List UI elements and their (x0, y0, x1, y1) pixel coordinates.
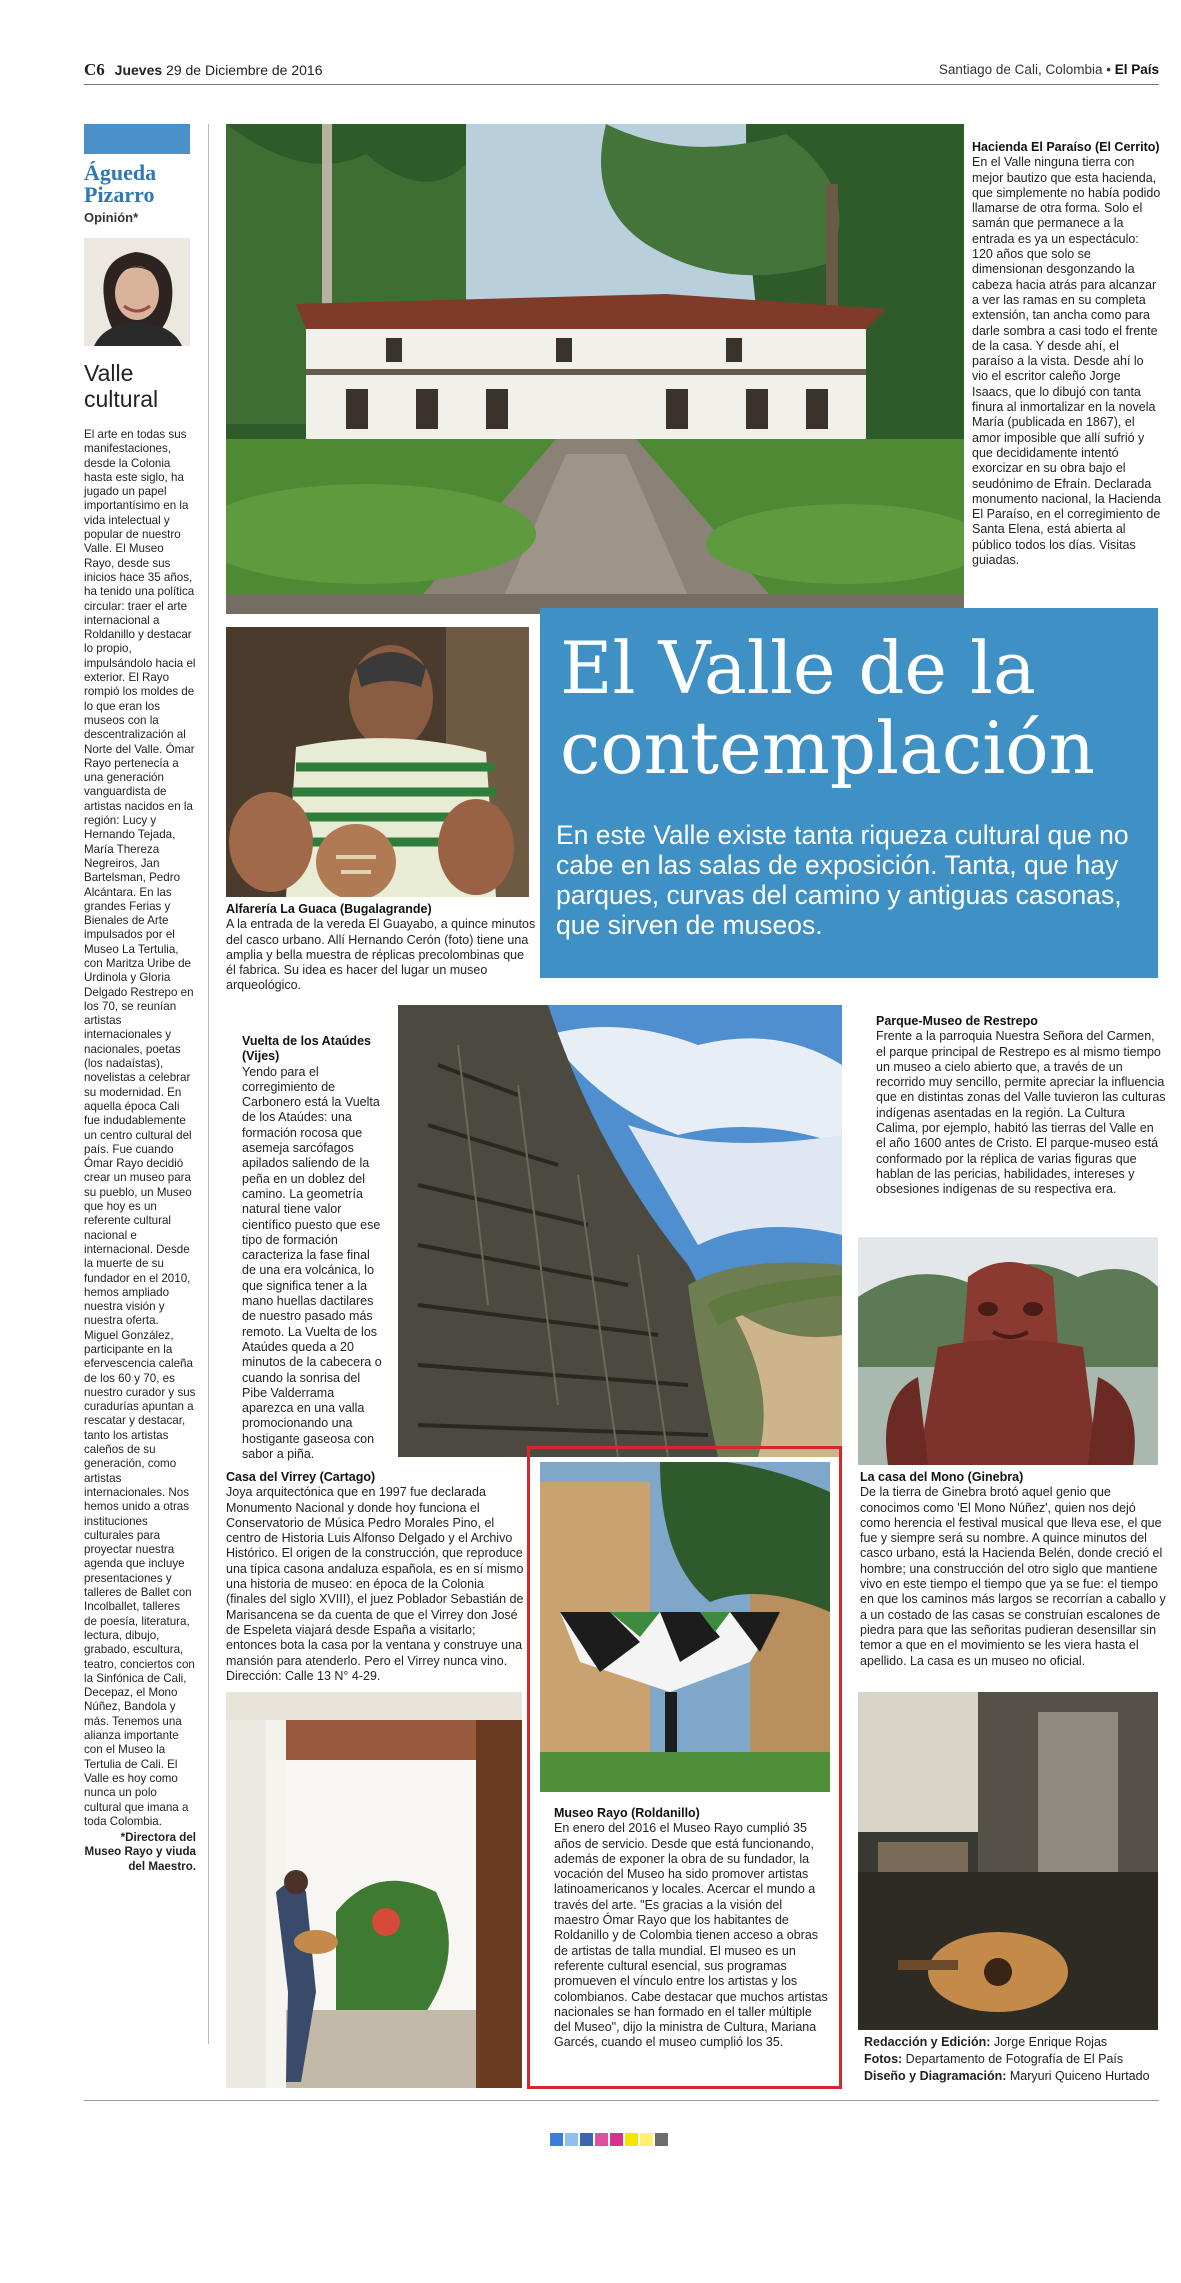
credit-diseno-value: Maryuri Quiceno Hurtado (1009, 2069, 1150, 2083)
header-date: 29 de Diciembre de 2016 (166, 62, 323, 78)
ataudes-body: Yendo para el corregimiento de Carbonero está la Vuelta de los Ataúdes: una formación rocosa que asemeja sarcófagos apilados saliendo de la peña en un doblez del camino. La geometría natural tiene valor científico puesto que ese tipo de formación caracteriza la fase final de una era volcánica, lo que significa tener a la mano huellas dactilares de nuestro pasado más remoto. La Vuelta de los Ataúdes queda a 20 minutos de la cabecera o cuando la sonrisa del Pibe Valderrama aparezca en una valla promocionando una hostigante gaseosa con sabor a piña. (242, 1064, 382, 1462)
column-title: Valle cultural (84, 360, 159, 412)
author-color-box (84, 124, 190, 154)
hacienda-body: En el Valle ninguna tierra con mejor bautizo que esta hacienda, que simplemente no había podido llamarse de otra forma. Solo el samán que permanece a la entrada es ya un espectáculo: 120 años que solo se dimensionan desgonzando la cabeza hacia atrás para alcanzar a ver las ramas en su completa extensión, tan ancha como para darle sombra a casi todo el frente de la casa. Y desde ahí, el paraíso a la vista. Desde ahí lo vio el escritor caleño Jorge Isaacs, que lo dibujó con tanta finura al inmortalizar en la novela María (publicada en 1867), el amor imposible que allí sufrió y que decididamente intentó exorcizar en su obra bajo el seudónimo de Efraín. Declarada monumento nacional, la Hacienda El Paraíso, en el corregimiento de Santa Elena, está abierta al público todos los días. Visitas guiadas. (972, 155, 1162, 568)
guaca-body: A la entrada de la vereda El Guayabo, a quince minutos del casco urbano. Allí Hernando Cerón (foto) tiene una amplia y bella muestra de réplicas precolombinas que él fabrica. Su idea es hacer del lugar un museo arqueológico. (226, 917, 536, 993)
guaca-caption (226, 902, 536, 994)
column-footnote: *Directora del Museo Rayo y viuda del Maestro. (84, 1831, 196, 1873)
ataudes-title: Vuelta de los Ataúdes (Vijes) (242, 1034, 371, 1064)
guaca-photo (226, 627, 529, 897)
color-swatch (655, 2133, 668, 2146)
header-location: Santiago de Cali, Colombia • (938, 62, 1111, 77)
ataudes-caption (242, 1034, 382, 1462)
credit-diseno (864, 2068, 1174, 2085)
mono-caption (860, 1470, 1166, 1669)
newspaper-name: El País (1114, 62, 1159, 77)
restrepo-caption (876, 1014, 1166, 1198)
ataudes-photo (398, 1005, 842, 1457)
page-header-left (84, 60, 322, 80)
rayo-title: Museo Rayo (Roldanillo) (554, 1806, 700, 1820)
virrey-body: Joya arquitectónica que en 1997 fue declarada Monumento Nacional y donde hoy funciona el Conservatorio de Música Pedro Morales Pino, el centro de Historia Luis Alfonso Delgado y el Archivo Histórico. El origen de la construcción, que reproduce una típica casona andaluza española, es en sí mismo una historia de museo: en época de la Colonia (finales del siglo XVIII), el juez Poblador Sebastián de Marisancena se da cuenta de que el Virrey don José de Espeleta viajará desde España a visitarlo; entonces bota la casa por la ventana y construye una mansión para atenderlo. Pero el Virrey nunca vino. Dirección: Calle 13 N° 4-29. (226, 1485, 524, 1683)
credit-edicion (864, 2034, 1174, 2051)
color-swatch (625, 2133, 638, 2146)
header-day: Jueves (114, 62, 163, 78)
columnist-portrait (84, 238, 190, 346)
page-number: C6 (84, 60, 105, 79)
credit-diseno-label: Diseño y Diagramación: (864, 2069, 1007, 2083)
restrepo-body: Frente a la parroquia Nuestra Señora del Carmen, el parque principal de Restrepo es al mismo tiempo un museo a cielo abierto que, a través de un recorrido muy sencillo, permite apreciar la influencia que en distintas zonas del Valle tuvieron las culturas indígenas asentadas en la región. La Cultura Calima, por ejemplo, habitó las tierras del Valle en el año 1600 antes de Cristo. El parque-museo está conformado por la réplica de varias figuras que hablan de las pericias, habilidades, intereses y obsesiones indígenas de su respectiva era. (876, 1029, 1166, 1197)
hacienda-caption (972, 140, 1162, 568)
credits (864, 2034, 1174, 2085)
virrey-caption (226, 1470, 526, 1684)
main-headline: El Valle de la contemplación (560, 626, 1095, 790)
footer-rule (84, 2100, 1159, 2101)
page-header-right (939, 62, 1159, 77)
credit-edicion-value: Jorge Enrique Rojas (993, 2035, 1108, 2049)
mono-title: La casa del Mono (Ginebra) (860, 1470, 1024, 1484)
rayo-photo (540, 1462, 830, 1792)
restrepo-photo (858, 1237, 1158, 1465)
credit-fotos (864, 2051, 1174, 2068)
hacienda-title: Hacienda El Paraíso (El Cerrito) (972, 140, 1160, 154)
credit-fotos-label: Fotos: (864, 2052, 903, 2066)
columnist-role: Opinión* (84, 210, 139, 225)
rayo-body: En enero del 2016 el Museo Rayo cumplió 35 años de servicio. Desde que está funcionando, además de exponer la obra de su fundador, la vocación del Museo ha sido promover artistas latinoamericanos y locales. Acercar el mundo a través del arte. "Es gracias a la visión del maestro Ómar Rayo que los habitantes de Roldanillo y de Colombia tienen acceso a obras de artistas de talla mundial. El museo es un referente cultural esencial, sus programas promueven el vínculo entre los artistas y los colombianos. Cabe destacar que muchos artistas nacionales se han formado en el taller múltiple del Museo", dijo la ministra de Cultura, Mariana Garcés, cuando el museo cumplió los 35. (554, 1821, 828, 2050)
mono-body: De la tierra de Ginebra brotó aquel genio que conocimos como 'El Mono Núñez', quien nos dejó como herencia el festival musical que lleva ese, el que fue y siempre será su nombre. A quince minutos del casco urbano, está la Hacienda Belén, donde creció el hombre; una construcción del otro siglo que mantiene vivo en este tiempo el tiempo que ya se fue: el tiempo en que los caminos más largos se recorrían a caballo y a un costado de las casas se construían escalones de piedra para que las señoritas pudieran desensillar sin temor a que en el movimiento se les viera hasta el apellido. La casa es un museo no oficial. (860, 1485, 1166, 1668)
color-swatch (640, 2133, 653, 2146)
column-divider (208, 124, 209, 2044)
column-body (84, 428, 196, 1874)
columnist-name: Águeda Pizarro (84, 160, 157, 207)
color-swatch (550, 2133, 563, 2146)
credit-edicion-label: Redacción y Edición: (864, 2035, 991, 2049)
guaca-title: Alfarería La Guaca (Bugalagrande) (226, 902, 432, 916)
color-swatch (565, 2133, 578, 2146)
virrey-photo (226, 1692, 522, 2088)
restrepo-title: Parque-Museo de Restrepo (876, 1014, 1038, 1028)
color-swatch (595, 2133, 608, 2146)
virrey-title: Casa del Virrey (Cartago) (226, 1470, 376, 1484)
credit-fotos-value: Departamento de Fotografía de El País (905, 2052, 1124, 2066)
hacienda-photo (226, 124, 964, 614)
rayo-caption (554, 1806, 830, 2051)
column-body-text: El arte en todas sus manifestaciones, desde la Colonia hasta este siglo, ha jugado un papel importantísimo en la vida intelectual y popular de nuestro Valle. El Museo Rayo, desde sus inicios hace 35 años, ha tenido una política circular: traer el arte internacional a Roldanillo y destacar lo propio, impulsándolo hacia el exterior. El Rayo rompió los moldes de lo que eran los museos con la descentralización al Norte del Valle. Ómar Rayo pertenecía a una generación vanguardista de artistas nacidos en la región: Lucy y Hernando Tejada, María Thereza Negreiros, Jan Bartelsman, Pedro Alcántara. En las grandes Ferias y Bienales de Arte impulsados por el Museo La Tertulia, con Maritza Uribe de Urdinola y Gloria Delgado Restrepo en los 70, se reunían artistas internacionales y nacionales, poetas (los nadaístas), novelistas a celebrar su modernidad. En aquella época Cali fue indudablemente un centro cultural del país. Fue cuando Ómar Rayo decidió crear un museo para su pueblo, un Museo que hoy es un referente cultural nacional e internacional. Desde la muerte de su fundador en el 2010, hemos ampliado nuestra visión y nuestra oferta. Miguel González, participante en la efervescencia caleña de los 60 y 70, es nuestro curador y sus curadurías apuntan a rescatar y destacar, tanto los artistas caleños de su generación, como artistas internacionales. Nos hemos unido a otras instituciones culturales para proyectar nuestra agenda que incluye presentaciones y talleres de Ballet con Incolballet, talleres de poesía, literatura, lectura, dibujo, grabado, escultura, teatro, conciertos con la Sinfónica de Cali, Decepaz, el Mono Núñez, Bandola y más. Tenemos una alianza importante con el Museo la Tertulia de Cali. El Valle es hoy como nunca un polo cultural que imana a toda Colombia. (84, 428, 196, 1828)
color-swatch (610, 2133, 623, 2146)
mono-photo (858, 1692, 1158, 2030)
headline-dek: En este Valle existe tanta riqueza cultural que no cabe en las salas de exposición. Tanta, que hay parques, curvas del camino y antiguas casonas, que sirven de museos. (556, 820, 1129, 940)
color-swatch (580, 2133, 593, 2146)
header-rule (84, 84, 1159, 85)
